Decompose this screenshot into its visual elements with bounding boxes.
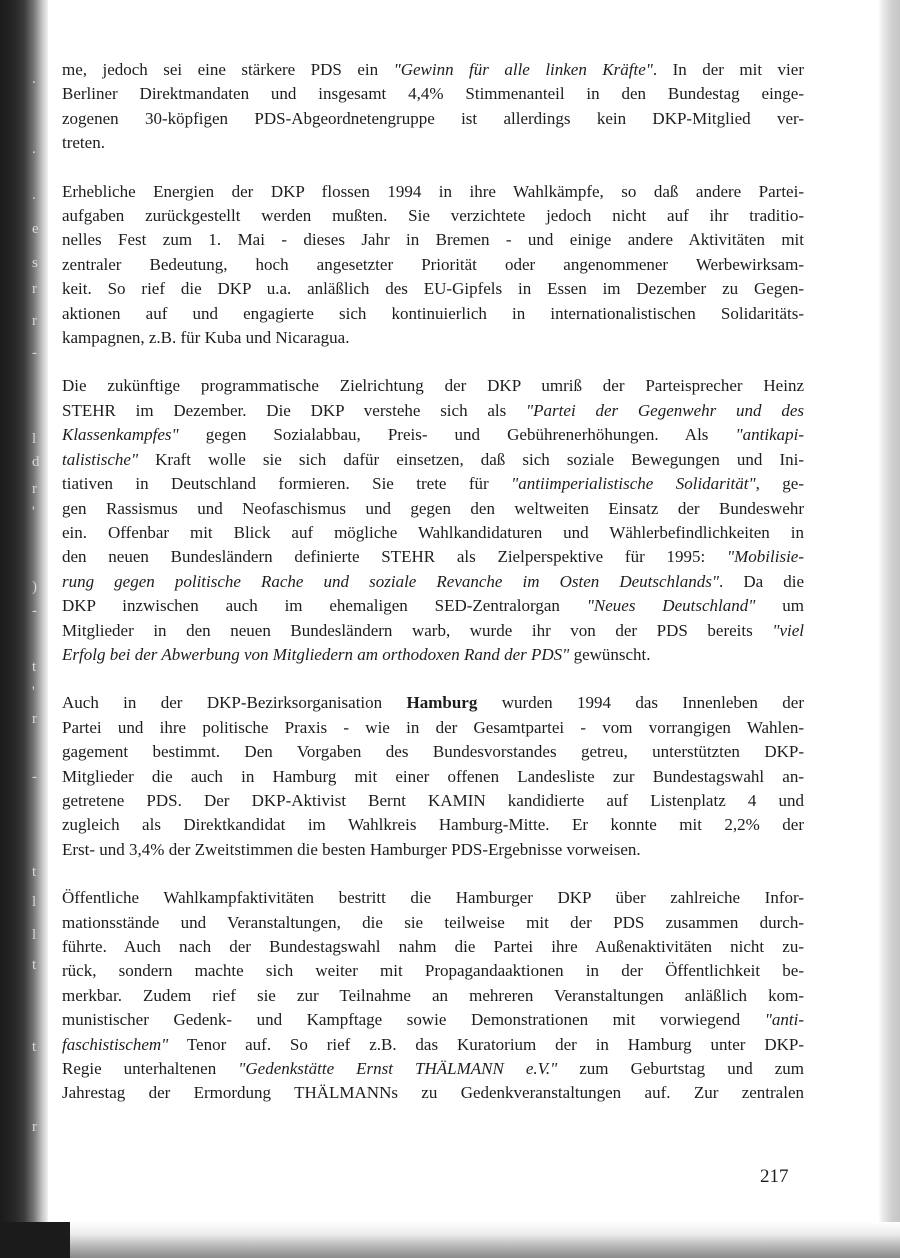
text-line: rück, sondern machte sich weiter mit Propagandaaktionen in der Öffentlichkeit be- <box>62 961 804 981</box>
margin-fragment: . <box>32 187 36 203</box>
text-line: aufgaben zurückgestellt werden mußten. Sie verzichtete jedoch nicht auf ihr traditio- <box>62 206 804 226</box>
margin-fragment: e <box>32 221 39 237</box>
text-line: Partei und ihre politische Praxis - wie in der Gesamtpartei - vom vorrangigen Wahlen- <box>62 717 804 737</box>
paragraph <box>62 58 804 156</box>
text-line: zogenen 30-köpfigen PDS-Abgeordnetengruppe ist allerdings kein DKP-Mitglied ver- <box>62 108 804 128</box>
paragraph <box>62 374 804 667</box>
text-line: getretene PDS. Der DKP-Aktivist Bernt KAMIN kandidierte auf Listenplatz 4 und <box>62 790 804 810</box>
margin-fragment: ' <box>32 684 35 700</box>
paragraph <box>62 886 804 1106</box>
text-line: Öffentliche Wahlkampfaktivitäten bestritt die Hamburger DKP über zahlreiche Infor- <box>62 888 804 908</box>
margin-fragment: t <box>32 864 37 880</box>
margin-fragment: . <box>32 71 36 87</box>
margin-fragment: . <box>32 141 36 157</box>
page-number: 217 <box>760 1166 789 1187</box>
text-line: aktionen auf und engagierte sich kontinuierlich in internationalistischen Solidaritäts- <box>62 303 804 323</box>
text-line: Die zukünftige programmatische Zielrichtung der DKP umriß der Parteisprecher Heinz <box>62 376 804 396</box>
scan-bottom-edge <box>0 1222 900 1258</box>
margin-fragment: l <box>32 894 37 910</box>
scan-left-edge <box>0 0 48 1258</box>
text-line: Erfolg bei der Abwerbung von Mitgliedern am orthodoxen Rand der PDS" gewünscht. <box>62 644 651 664</box>
text-line: Auch in der DKP-Bezirksorganisation Hamburg wurden 1994 das Innenleben der <box>62 693 804 713</box>
margin-fragment: r <box>32 313 37 329</box>
page-body <box>62 58 804 1130</box>
margin-fragment: ) <box>32 579 37 595</box>
text-line: DKP inzwischen auch im ehemaligen SED-Zentralorgan "Neues Deutschland" um <box>62 596 804 616</box>
text-line: me, jedoch sei eine stärkere PDS ein "Gewinn für alle linken Kräfte". In der mit vier <box>62 60 804 79</box>
text-line: mationsstände und Veranstaltungen, die sie teilweise mit der PDS zusammen durch- <box>62 912 804 932</box>
text-line: STEHR im Dezember. Die DKP verstehe sich als "Partei der Gegenwehr und des <box>62 400 804 420</box>
margin-fragment: d <box>32 454 40 470</box>
margin-fragment: - <box>32 769 37 785</box>
margin-fragment: r <box>32 481 37 497</box>
text-line: Jahrestag der Ermordung THÄLMANNs zu Gedenkveranstaltungen auf. Zur zentralen <box>62 1083 804 1103</box>
text-line: Klassenkampfes" gegen Sozialabbau, Preis- und Gebührenerhöhungen. Als "antikapi- <box>62 425 804 445</box>
margin-fragment: - <box>32 603 37 619</box>
text-line: nelles Fest zum 1. Mai - dieses Jahr in Bremen - und einige andere Aktivitäten mit <box>62 230 804 250</box>
scan-right-edge <box>878 0 900 1258</box>
text-line: Regie unterhaltenen "Gedenkstätte Ernst THÄLMANN e.V." zum Geburtstag und zum <box>62 1059 804 1079</box>
scan-bottom-left-corner <box>0 1222 70 1258</box>
text-line: zentraler Bedeutung, hoch angesetzter Priorität oder angenommener Werbewirksam- <box>62 254 804 274</box>
margin-fragment: - <box>32 345 37 361</box>
text-line: zugleich als Direktkandidat im Wahlkreis Hamburg-Mitte. Er konnte mit 2,2% der <box>62 815 804 835</box>
text-line: kampagnen, z.B. für Kuba und Nicaragua. <box>62 328 350 348</box>
margin-fragment: t <box>32 659 37 675</box>
text-line: den neuen Bundesländern definierte STEHR als Zielperspektive für 1995: "Mobilisie- <box>62 547 804 567</box>
text-line: keit. So rief die DKP u.a. anläßlich des EU-Gipfels in Essen im Dezember zu Gegen- <box>62 279 804 299</box>
text-line: tiativen in Deutschland formieren. Sie trete für "antiimperialistische Solidarität", ge- <box>62 474 804 494</box>
margin-fragment: s <box>32 255 38 271</box>
margin-fragment: l <box>32 431 37 447</box>
margin-fragment: r <box>32 281 37 297</box>
text-line: führte. Auch nach der Bundestagswahl nahm die Partei ihre Außenaktivitäten nicht zu- <box>62 937 804 956</box>
paragraph <box>62 691 804 862</box>
text-line: ein. Offenbar mit Blick auf mögliche Wahlkandidaturen und Wählerbefindlichkeiten in <box>62 522 804 542</box>
margin-fragment: ' <box>32 504 35 520</box>
text-line: gagement bestimmt. Den Vorgaben des Bundesvorstandes getreu, unterstützten DKP- <box>62 742 804 762</box>
text-line: Berliner Direktmandaten und insgesamt 4,4% Stimmenanteil in den Bundestag einge- <box>62 84 804 104</box>
margin-fragment: r <box>32 711 37 727</box>
text-line: Mitglieder die auch in Hamburg mit einer offenen Landesliste zur Bundestagswahl an- <box>62 766 804 786</box>
text-line: Erhebliche Energien der DKP flossen 1994 in ihre Wahlkämpfe, so daß andere Partei- <box>62 181 804 201</box>
margin-fragment: l <box>32 927 37 943</box>
margin-fragment: t <box>32 1039 37 1055</box>
text-line: Mitglieder in den neuen Bundesländern warb, wurde ihr von der PDS bereits "viel <box>62 620 804 640</box>
text-line: Erst- und 3,4% der Zweitstimmen die besten Hamburger PDS-Ergebnisse vorweisen. <box>62 839 641 859</box>
text-line: gen Rassismus und Neofaschismus und gegen den weltweiten Einsatz der Bundeswehr <box>62 498 804 518</box>
text-line: munistischer Gedenk- und Kampftage sowie Demonstrationen mit vorwiegend "anti- <box>62 1010 804 1030</box>
margin-fragment: r <box>32 1119 37 1135</box>
text-line: talistische" Kraft wolle sie sich dafür einsetzen, daß sich soziale Bewegungen und Ini- <box>62 449 804 469</box>
text-line: merkbar. Zudem rief sie zur Teilnahme an mehreren Veranstaltungen anläßlich kom- <box>62 985 804 1005</box>
margin-fragment: t <box>32 957 37 973</box>
text-line: rung gegen politische Rache und soziale Revanche im Osten Deutschlands". Da die <box>62 571 805 591</box>
text-line: faschistischem" Tenor auf. So rief z.B. das Kuratorium der in Hamburg unter DKP- <box>62 1034 804 1054</box>
text-line: treten. <box>62 133 105 153</box>
paragraph <box>62 180 804 351</box>
